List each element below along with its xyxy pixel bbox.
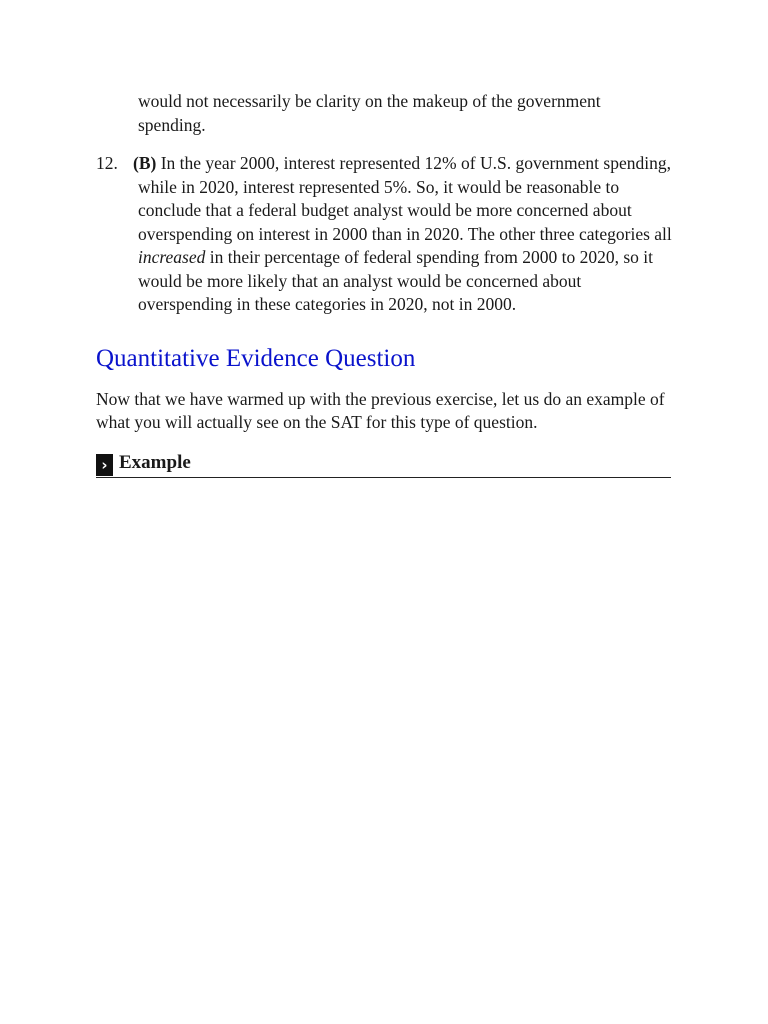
example-label: Example: [119, 451, 191, 473]
answer-number: 12.: [96, 153, 118, 173]
answer-11-continuation: would not necessarily be clarity on the makeup of the government spending.: [138, 91, 601, 135]
answer-emphasis: increased: [138, 247, 206, 267]
page-content: [96, 90, 672, 478]
chevron-right-icon: ›: [96, 454, 113, 476]
section-heading: Quantitative Evidence Question: [96, 344, 416, 372]
answer-item-12: [96, 152, 672, 317]
example-header: [96, 448, 671, 478]
answer-explanation-part-1: In the year 2000, interest represented 12% of U.S. government spending, while in 2020, interest represented 5%. So, it would be reasonable to conclude that a federal budget analyst would be more concerned about overspending on interest in 2000 than in 2020. The other three categories all: [138, 153, 672, 244]
answer-choice-letter: (B): [133, 153, 157, 173]
answer-explanation-part-2: in their percentage of federal spending from 2000 to 2020, so it would be more likely that an analyst would be concerned about overspending in these categories in 2020, not in 2000.: [138, 247, 653, 314]
section-intro: Now that we have warmed up with the previous exercise, let us do an example of what you will actually see on the SAT for this type of question.: [96, 388, 665, 432]
